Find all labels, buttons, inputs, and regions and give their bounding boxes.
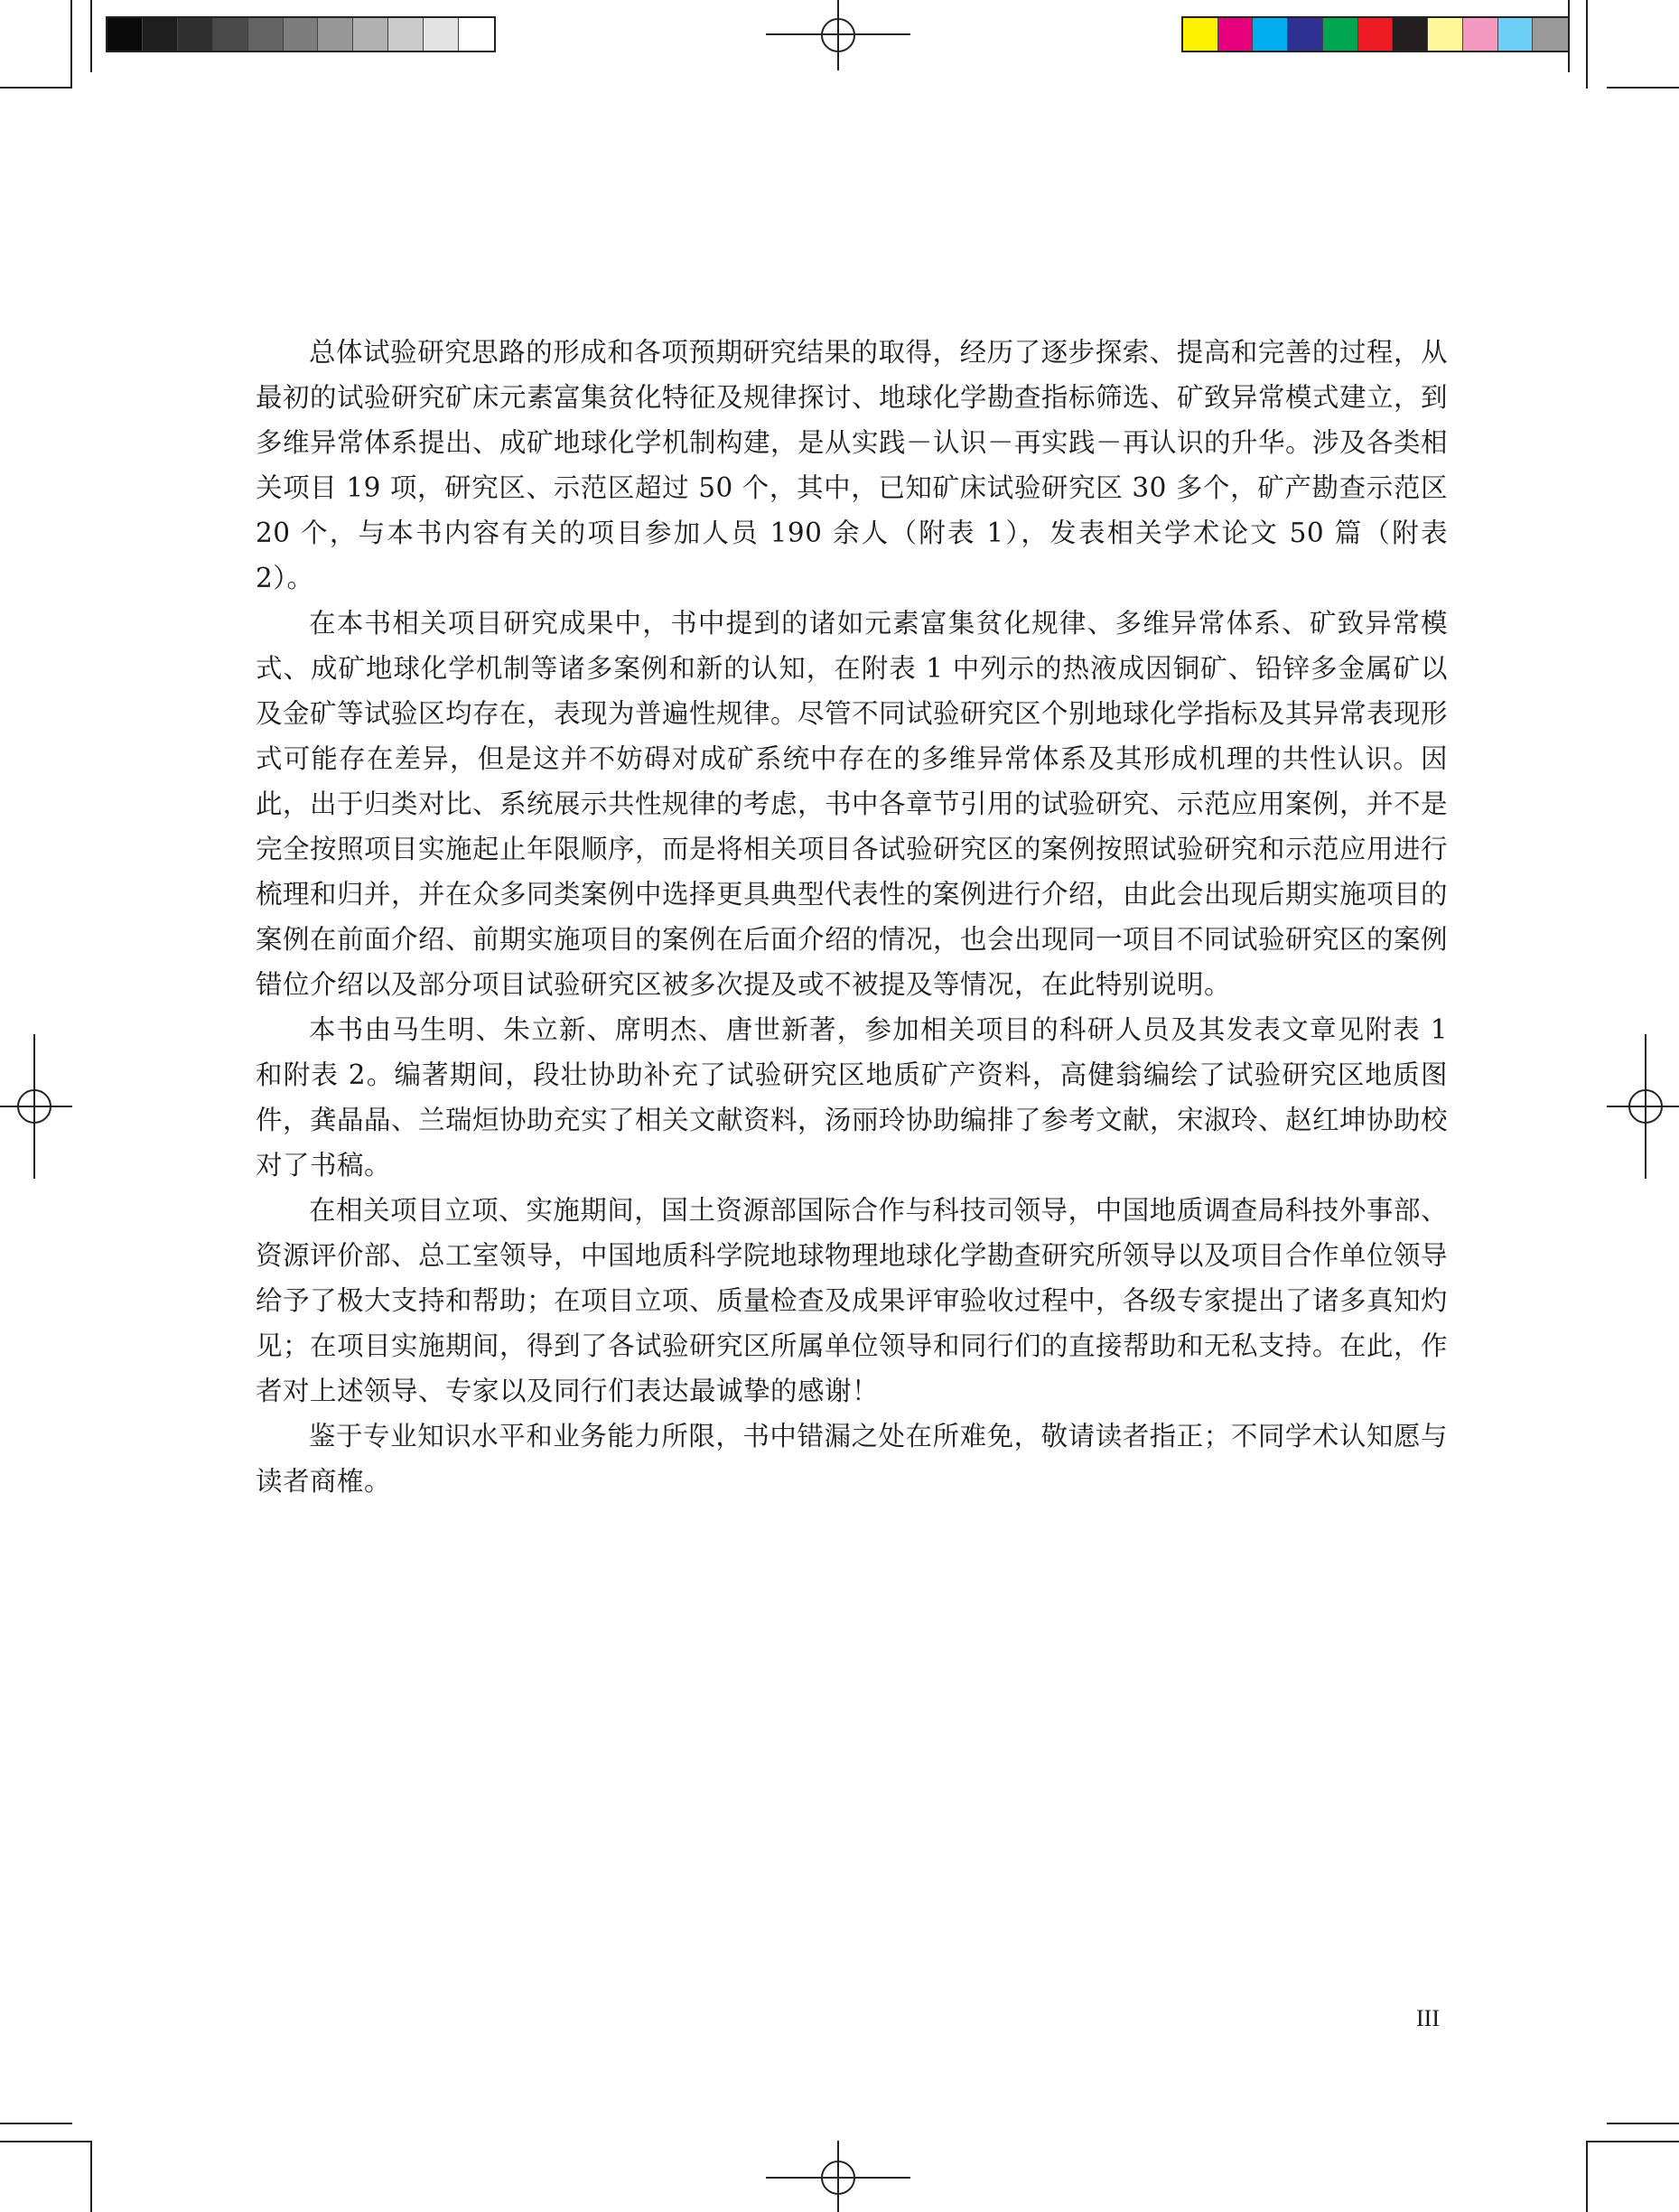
color-swatch xyxy=(1533,18,1568,51)
color-swatch xyxy=(1498,18,1534,51)
color-swatch xyxy=(1218,18,1254,51)
color-swatch xyxy=(1183,18,1218,51)
gray-swatch xyxy=(213,18,248,51)
gray-swatch xyxy=(107,18,143,51)
color-swatch xyxy=(1393,18,1428,51)
page-number: III xyxy=(1416,2005,1440,2031)
color-swatch xyxy=(1463,18,1498,51)
crop-mark xyxy=(0,2123,72,2124)
crop-mark xyxy=(1607,2123,1679,2124)
color-swatch xyxy=(1428,18,1463,51)
registration-mark-left xyxy=(0,1034,72,1179)
paragraph: 在相关项目立项、实施期间，国土资源部国际合作与科技司领导，中国地质调查局科技外事部、资源评价部、总工室领导，中国地质科学院地球物理地球化学勘查研究所领导以及项目合作单位领导给予了极大支持和帮助；在项目立项、质量检查及成果评审验收过程中，各级专家提出了诸多真知灼见；在项目实施期间，得到了各试验研究区所属单位领导和同行们的直接帮助和无私支持。在此，作者对上述领导、专家以及同行们表达最诚挚的感谢！ xyxy=(256,1195,1449,1406)
gray-swatch xyxy=(248,18,284,51)
gray-calibration-bar xyxy=(106,16,496,52)
crop-mark xyxy=(0,2141,92,2142)
registration-mark-bottom xyxy=(766,2141,910,2212)
color-swatch xyxy=(1358,18,1394,51)
crop-mark xyxy=(0,87,72,89)
color-calibration-bar xyxy=(1181,16,1570,52)
gray-swatch xyxy=(424,18,459,51)
crop-mark xyxy=(1586,2141,1588,2212)
gray-swatch xyxy=(318,18,353,51)
crop-mark xyxy=(90,0,92,72)
color-swatch xyxy=(1288,18,1323,51)
crop-mark xyxy=(1586,2141,1679,2142)
crop-mark xyxy=(1568,0,1570,72)
gray-swatch xyxy=(353,18,388,51)
paragraph: 本书由马生明、朱立新、席明杰、唐世新著，参加相关项目的科研人员及其发表文章见附表 1 和附表 2。编著期间，段壮协助补充了试验研究区地质矿产资料，高健翁编绘了试验研究区地质图件，龚晶晶、兰瑞烜协助充实了相关文献资料，汤丽玲协助编排了参考文献，宋淑玲、赵红坤协助校对了书稿。 xyxy=(256,1014,1449,1181)
gray-swatch xyxy=(143,18,178,51)
gray-swatch xyxy=(178,18,213,51)
crop-mark xyxy=(90,2141,92,2212)
paragraph: 总体试验研究思路的形成和各项预期研究结果的取得，经历了逐步探索、提高和完善的过程，从最初的试验研究矿床元素富集贫化特征及规律探讨、地球化学勘查指标筛选、矿致异常模式建立，到多维异常体系提出、成矿地球化学机制构建，是从实践－认识－再实践－再认识的升华。涉及各类相关项目 19 项，研究区、示范区超过 50 个，其中，已知矿床试验研究区 30 多个，矿产勘查示范区 20 个，与本书内容有关的项目参加人员 190 余人（附表 1），发表相关学术论文 50 篇（附表 2）。 xyxy=(256,337,1449,593)
paragraph: 在本书相关项目研究成果中，书中提到的诸如元素富集贫化规律、多维异常体系、矿致异常模式、成矿地球化学机制等诸多案例和新的认知，在附表 1 中列示的热液成因铜矿、铅锌多金属矿以及金矿等试验区均存在，表现为普遍性规律。尽管不同试验研究区个别地球化学指标及其异常表现形式可能存在差异，但是这并不妨碍对成矿系统中存在的多维异常体系及其形成机理的共性认识。因此，出于归类对比、系统展示共性规律的考虑，书中各章节引用的试验研究、示范应用案例，并不是完全按照项目实施起止年限顺序，而是将相关项目各试验研究区的案例按照试验研究和示范应用进行梳理和归并，并在众多同类案例中选择更具典型代表性的案例进行介绍，由此会出现后期实施项目的案例在前面介绍、前期实施项目的案例在后面介绍的情况，也会出现同一项目不同试验研究区的案例错位介绍以及部分项目试验研究区被多次提及或不被提及等情况，在此特别说明。 xyxy=(256,608,1449,1000)
gray-swatch xyxy=(459,18,494,51)
registration-mark-top xyxy=(766,0,910,72)
registration-mark-right xyxy=(1607,1034,1679,1179)
paragraph: 鉴于专业知识水平和业务能力所限，书中错漏之处在所难免，敬请读者指正；不同学术认知愿与读者商榷。 xyxy=(256,1421,1448,1497)
crop-mark xyxy=(70,0,72,89)
crop-mark xyxy=(1607,87,1679,89)
preface-body xyxy=(256,330,1448,1504)
color-swatch xyxy=(1253,18,1288,51)
color-swatch xyxy=(1323,18,1358,51)
gray-swatch xyxy=(284,18,319,51)
crop-mark xyxy=(1586,0,1588,89)
gray-swatch xyxy=(388,18,424,51)
